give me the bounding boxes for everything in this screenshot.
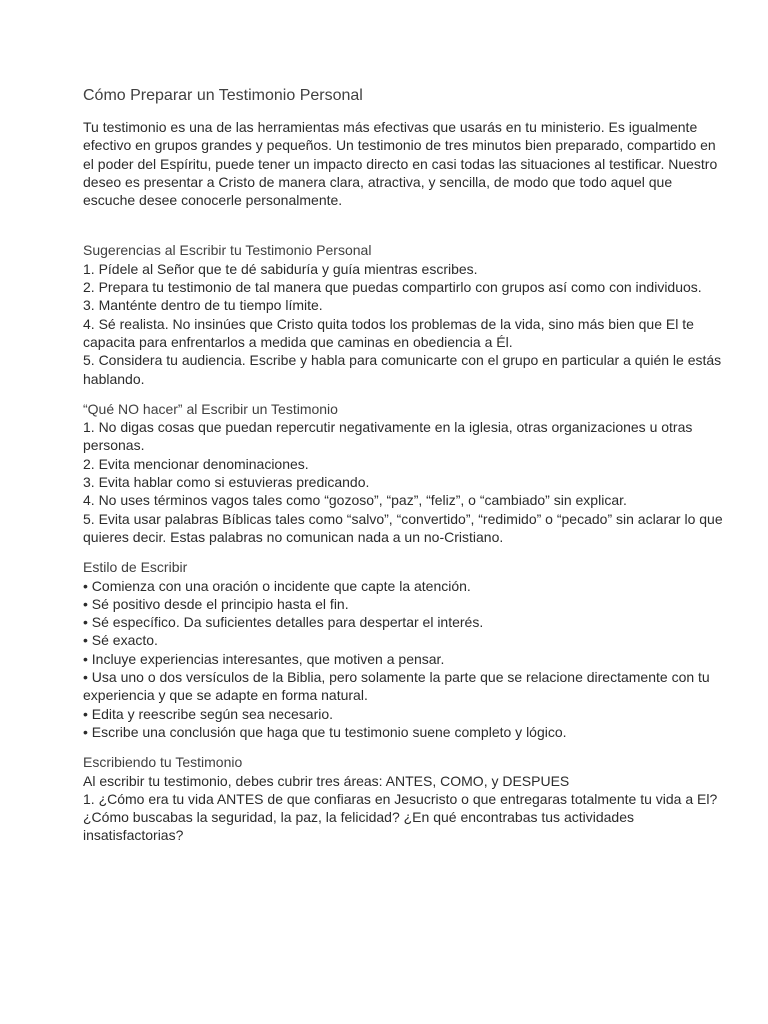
list-item: • Incluye experiencias interesantes, que motiven a pensar. bbox=[83, 650, 445, 667]
list-item: • Comienza con una oración o incidente que capte la atención. bbox=[83, 577, 471, 594]
intro-paragraph: Tu testimonio es una de las herramientas más efectivas que usarás en tu ministerio. Es igualmente efectivo en grupos grandes y pequeños. Un testimonio de tres minutos bien preparado, compartido en el poder del Espíritu, puede tener un impacto directo en casi todas las situaciones al testificar. Nuestro deseo es presentar a Cristo de manera clara, atractiva, y sencilla, de modo que todo aquel que escuche desee conocerle personalmente. bbox=[83, 119, 718, 209]
section-writing-testimony bbox=[83, 753, 723, 844]
list-item: 1. Pídele al Señor que te dé sabiduría y guía mientras escribes. bbox=[83, 260, 478, 277]
section-heading: Sugerencias al Escribir tu Testimonio Personal bbox=[83, 242, 372, 259]
list-item: 5. Evita usar palabras Bíblicas tales como “salvo”, “convertido”, “redimido” o “pecado” sin aclarar lo que quieres decir. Estas palabras no comunican nada a un no-Cristiano. bbox=[83, 510, 723, 545]
list-item: • Usa uno o dos versículos de la Biblia, pero solamente la parte que se relacione directamente con tu experiencia y que se adapte en forma natural. bbox=[83, 669, 710, 704]
section-writing-style bbox=[83, 558, 723, 741]
list-item: 2. Prepara tu testimonio de tal manera que puedas compartirlo con grupos así como con individuos. bbox=[83, 279, 702, 296]
list-item: 1. ¿Cómo era tu vida ANTES de que confiaras en Jesucristo o que entregaras totalmente tu vida a El? bbox=[83, 790, 718, 807]
section-heading: “Qué NO hacer” al Escribir un Testimonio bbox=[83, 400, 338, 417]
list-item: • Sé exacto. bbox=[83, 632, 158, 649]
list-item: 4. No uses términos vagos tales como “gozoso”, “paz”, “feliz”, o “cambiado” sin explicar. bbox=[83, 492, 627, 509]
section-suggestions bbox=[83, 241, 723, 387]
section-what-not-to-do bbox=[83, 400, 723, 546]
document-page bbox=[83, 86, 723, 845]
list-item: • Sé específico. Da suficientes detalles para despertar el interés. bbox=[83, 614, 484, 631]
list-item: 5. Considera tu audiencia. Escribe y habla para comunicarte con el grupo en particular a quién le estás hablando. bbox=[83, 352, 722, 387]
section-heading: Escribiendo tu Testimonio bbox=[83, 754, 243, 771]
list-item: • Sé positivo desde el principio hasta el fin. bbox=[83, 595, 349, 612]
list-item: 1. No digas cosas que puedan repercutir negativamente en la iglesia, otras organizaciones u otras personas. bbox=[83, 419, 693, 454]
list-item: Al escribir tu testimonio, debes cubrir tres áreas: ANTES, COMO, y DESPUES bbox=[83, 772, 570, 789]
section-heading: Estilo de Escribir bbox=[83, 559, 188, 576]
list-item: 2. Evita mencionar denominaciones. bbox=[83, 455, 309, 472]
list-item: ¿Cómo buscabas la seguridad, la paz, la felicidad? ¿En qué encontrabas tus actividades insatisfactorias? bbox=[83, 809, 634, 844]
page-title: Cómo Preparar un Testimonio Personal bbox=[83, 87, 363, 104]
list-item: 3. Evita hablar como si estuvieras predicando. bbox=[83, 474, 370, 491]
list-item: 3. Manténte dentro de tu tiempo límite. bbox=[83, 297, 323, 314]
list-item: • Edita y reescribe según sea necesario. bbox=[83, 705, 334, 722]
list-item: 4. Sé realista. No insinúes que Cristo quita todos los problemas de la vida, sino más bien que El te capacita para enfrentarlos a medida que caminas en obediencia a Él. bbox=[83, 315, 694, 350]
list-item: • Escribe una conclusión que haga que tu testimonio suene completo y lógico. bbox=[83, 723, 567, 740]
